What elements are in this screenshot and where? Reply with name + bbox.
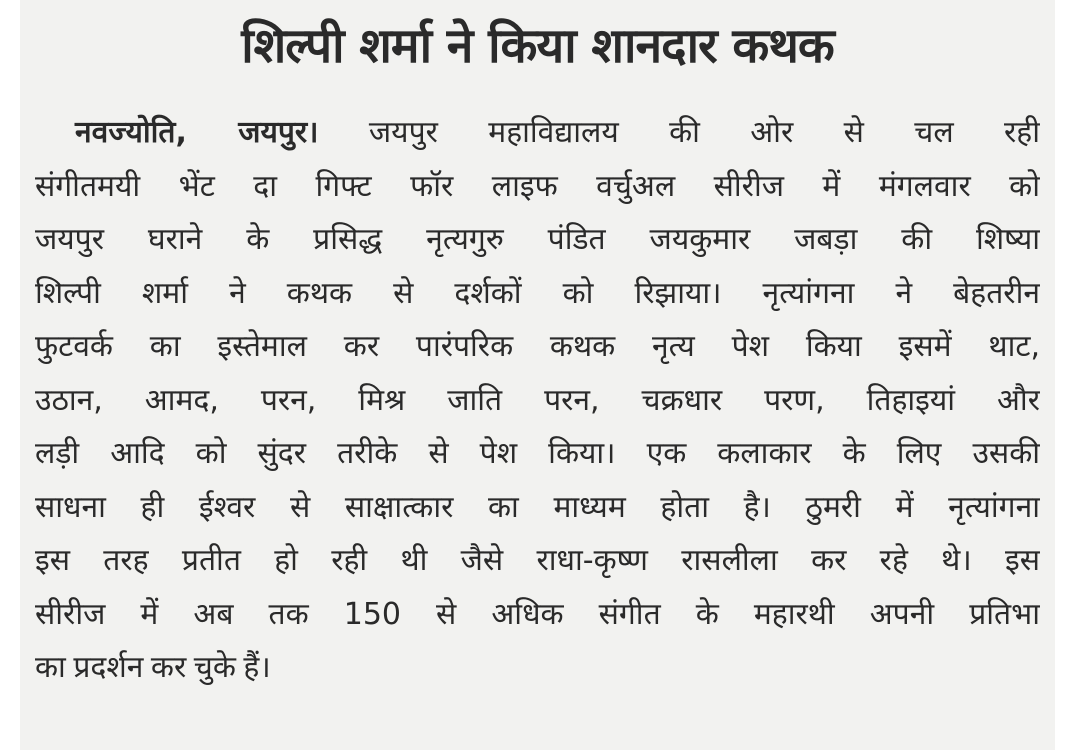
dateline: नवज्योति, जयपुर।	[75, 115, 319, 150]
article-line: लड़ी आदि को सुंदर तरीके से पेश किया। एक कलाकार के लिए उसकी	[35, 436, 1040, 471]
article-line	[35, 106, 1040, 160]
article-line: जयपुर घराने के प्रसिद्ध नृत्यगुरु पंडित जयकुमार जबड़ा की शिष्या	[35, 222, 1040, 257]
article-line: शिल्पी शर्मा ने कथक से दर्शकों को रिझाया। नृत्यांगना ने बेहतरीन	[35, 275, 1040, 311]
article-line: इस तरह प्रतीत हो रही थी जैसे राधा-कृष्ण रासलीला कर रहे थे। इस	[35, 543, 1040, 578]
headline: शिल्पी शर्मा ने किया शानदार कथक	[241, 18, 834, 74]
article-line: उठान, आमद, परन, मिश्र जाति परन, चक्रधार परण, तिहाइयां और	[35, 382, 1040, 418]
article-line: फुटवर्क का इस्तेमाल कर पारंपरिक कथक नृत्य पेश किया इसमें थाट,	[35, 329, 1040, 364]
article-body	[35, 106, 1040, 695]
article-line: साधना ही ईश्वर से साक्षात्कार का माध्यम होता है। ठुमरी में नृत्यांगना	[35, 489, 1040, 525]
article-line: सीरीज में अब तक 150 से अधिक संगीत के महारथी अपनी प्रतिभा	[35, 596, 1040, 632]
news-clipping	[20, 0, 1055, 750]
article-line: का प्रदर्शन कर चुके हैं।	[35, 650, 271, 685]
article-line-text: जयपुर महाविद्यालय की ओर से चल रही	[368, 115, 1040, 150]
article-line: संगीतमयी भेंट दा गिफ्ट फॉर लाइफ वर्चुअल सीरीज में मंगलवार को	[35, 168, 1040, 204]
